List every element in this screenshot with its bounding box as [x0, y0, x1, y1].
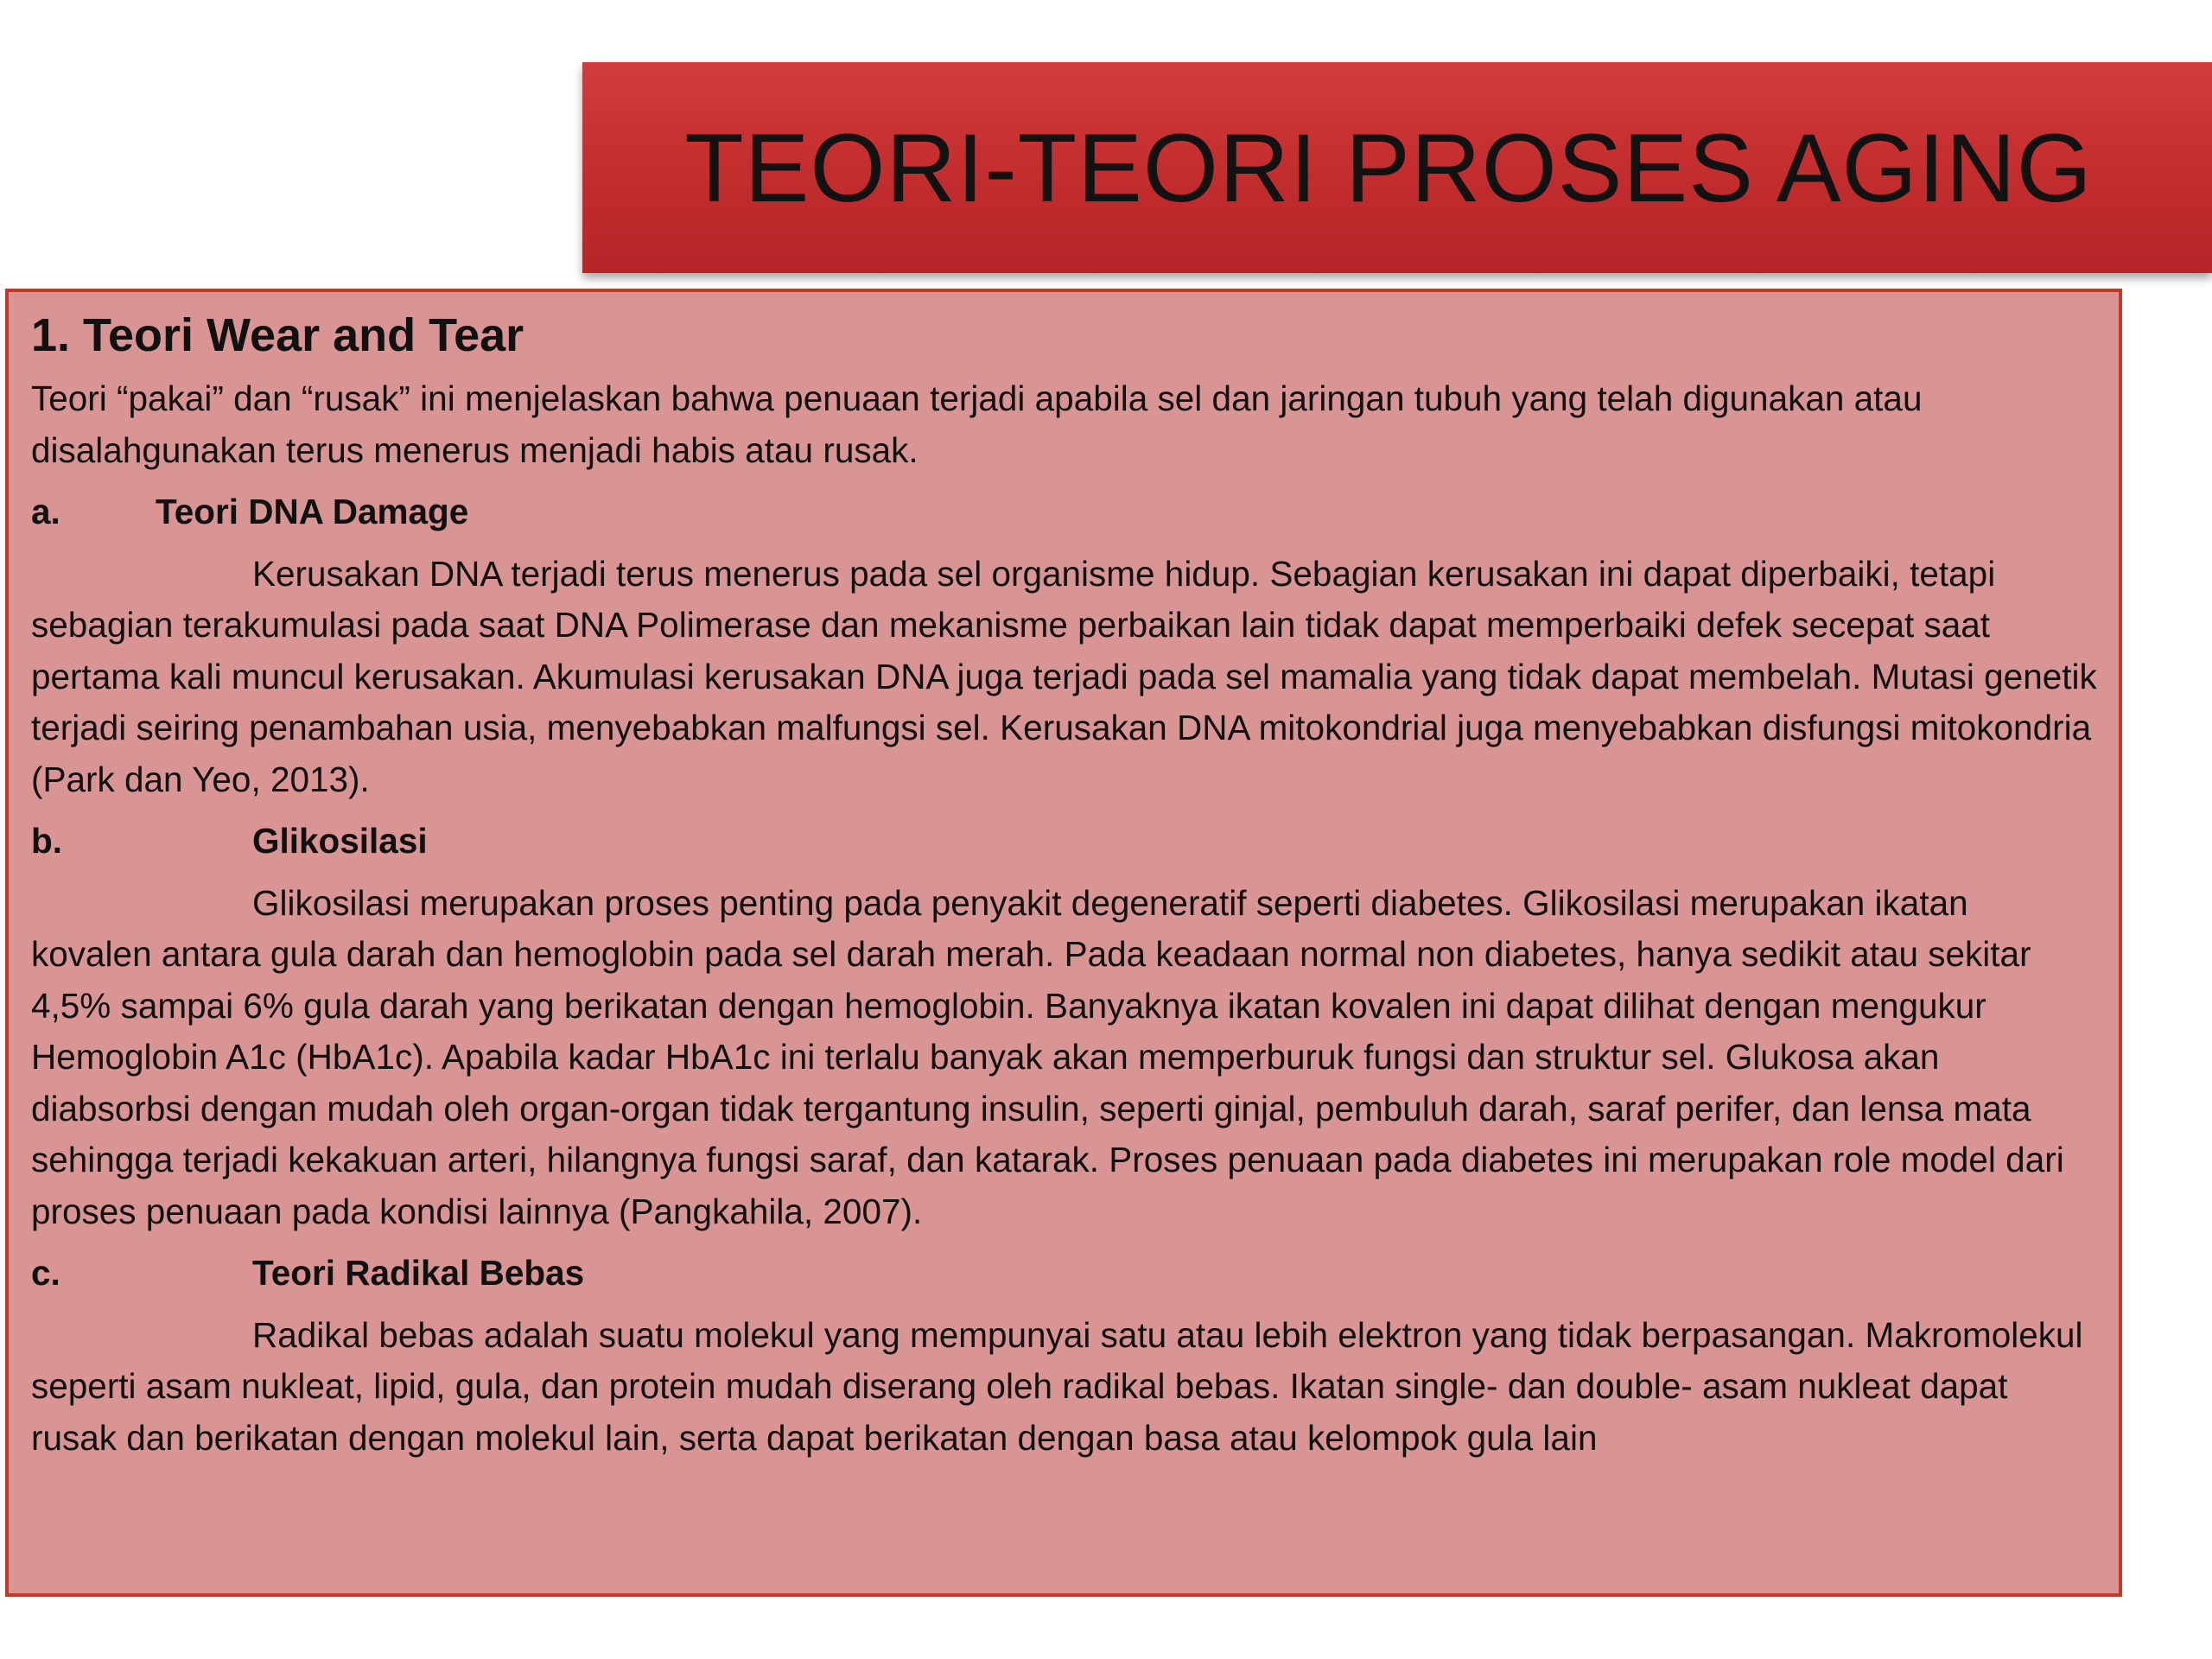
subsection-title: Teori DNA Damage	[156, 492, 469, 531]
subsection-title: Teori Radikal Bebas	[252, 1253, 585, 1293]
subsection-letter: a.	[31, 492, 60, 531]
content-box	[5, 289, 2122, 1597]
subsection-letter: b.	[31, 821, 62, 861]
subsection-heading-radikal-bebas	[31, 1248, 2098, 1300]
subsection-heading-dna-damage	[31, 486, 2098, 538]
subsection-heading-glikosilasi	[31, 816, 2098, 868]
subsection-body-radikal-bebas: Radikal bebas adalah suatu molekul yang mempunyai satu atau lebih elektron yang tidak berpasangan. Makromolekul seperti asam nukleat, lipid, gula, dan protein mudah diserang oleh radikal bebas. Ikatan single- dan double- asam nukleat dapat rusak dan berikatan dengan molekul lain, serta dapat berikatan dengan basa atau kelompok gula lain	[31, 1314, 2083, 1458]
subsection-title: Glikosilasi	[252, 821, 428, 861]
subsection-letter: c.	[31, 1253, 60, 1293]
section-intro: Teori “pakai” dan “rusak” ini menjelaskan bahwa penuaan terjadi apabila sel dan jaringan tubuh yang telah digunakan atau disalahgunakan terus menerus menjadi habis atau rusak.	[31, 378, 1923, 470]
subsection-body-glikosilasi: Glikosilasi merupakan proses penting pada penyakit degeneratif seperti diabetes. Glikosilasi merupakan ikatan kovalen antara gula darah dan hemoglobin pada sel darah merah. Pada keadaan normal non diabetes, hanya sedikit atau sekitar 4,5% sampai 6% gula darah yang berikatan dengan hemoglobin. Banyaknya ikatan kovalen ini dapat dilihat dengan mengukur Hemoglobin A1c (HbA1c). Apabila kadar HbA1c ini terlalu banyak akan memperburuk fungsi dan struktur sel. Glukosa akan diabsorbsi dengan mudah oleh organ-organ tidak tergantung insulin, seperti ginjal, pembuluh darah, saraf perifer, dan lensa mata sehingga terjadi kekakuan arteri, hilangnya fungsi saraf, dan katarak. Proses penuaan pada diabetes ini merupakan role model dari proses penuaan pada kondisi lainnya (Pangkahila, 2007).	[31, 882, 2064, 1231]
title-banner	[582, 62, 2212, 273]
subsection-body-dna-damage: Kerusakan DNA terjadi terus menerus pada sel organisme hidup. Sebagian kerusakan ini dapat diperbaiki, tetapi sebagian terakumulasi pada saat DNA Polimerase dan mekanisme perbaikan lain tidak dapat memperbaiki defek secepat saat pertama kali muncul kerusakan. Akumulasi kerusakan DNA juga terjadi pada sel mamalia yang tidak dapat membelah. Mutasi genetik terjadi seiring penambahan usia, menyebabkan malfungsi sel. Kerusakan DNA mitokondrial juga menyebabkan disfungsi mitokondria (Park dan Yeo, 2013).	[31, 553, 2097, 799]
slide-title: TEORI-TEORI PROSES AGING	[684, 113, 2093, 222]
section-heading: 1. Teori Wear and Tear	[31, 309, 524, 361]
